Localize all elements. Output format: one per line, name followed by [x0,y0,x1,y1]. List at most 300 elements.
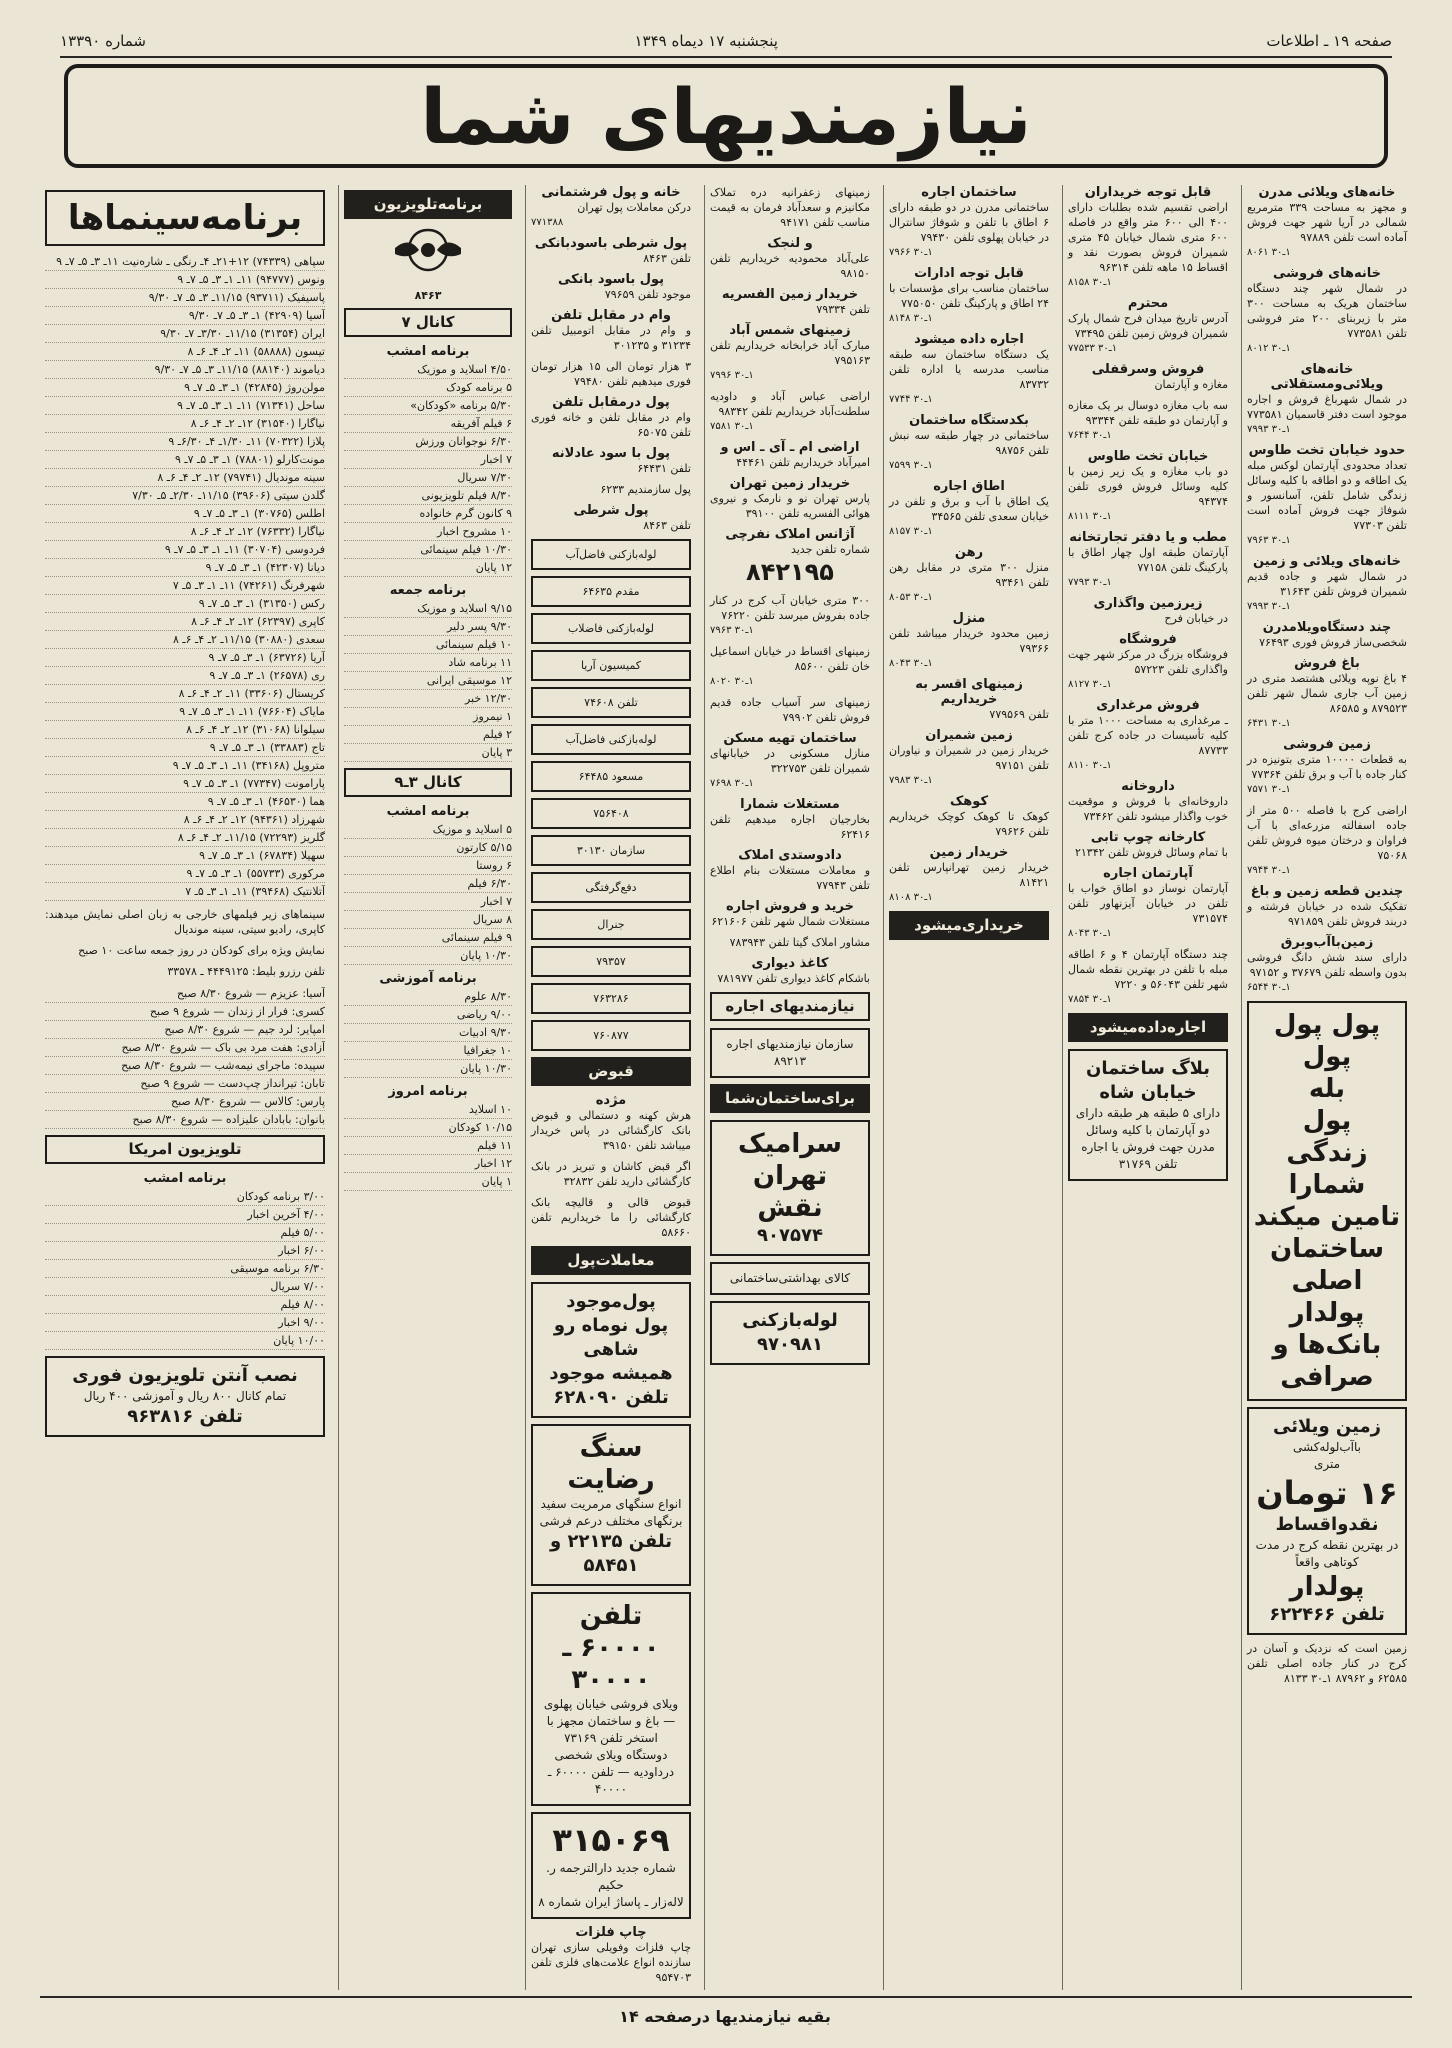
classified-text: چند دستگاه آپارتمان ۴ و ۶ اطاقه مبله با تلفن در بهترین نقطه شمال شهر تلفن ۵۶۰۴۳ و ۷۲۲۰ [1068,948,1228,991]
classified-text: مشاور املاک گیتا تلفن ۷۸۳۹۴۳ [729,936,870,949]
classified-ref: ۱ـ۳۰ ۶۵۴۴ [1247,982,1291,993]
pipe-ad-line: جنرال [531,909,691,940]
ch7-lines [344,361,512,577]
classified-item [1068,449,1228,524]
classified-item [889,185,1049,260]
classified-heading: محترم [1127,296,1169,311]
classified-item [1068,947,1228,1007]
classified-text: وام در مقابل تلفن و خانه فوری تلفن ۶۵۰۷۵ [531,411,691,439]
cinema-listing: متروپل (۳۴۱۶۸) ۱۱ـ ۱ـ ۳ـ ۵ـ ۷ـ ۹ [45,757,325,775]
continue-note: بقیه نیازمندیها درصفحه ۱۴ [619,2007,831,2026]
classified-text: تلفن ۷۷۹۵۶۹ [989,708,1049,721]
classified-item [1068,698,1228,773]
pipe-ad-line: تلفن ۷۴۶۰۸ [531,687,691,718]
classified-ref: ۱ـ۳۰ ۷۷۵۳۳ [1068,343,1118,354]
classified-text: تلفن ۷۹۳۳۴ [816,303,870,316]
classified-heading: خریدار زمین [929,845,1009,860]
classified-ref: ۱ـ۳۰ ۸۱۲۷ [1068,679,1112,690]
page-label: صفحه ۱۹ ـ اطلاعات [1266,32,1392,50]
classified-heading: حدود خیابان تخت طاوس [1248,443,1406,458]
classified-ref: ۱ـ۳۰ ۸۰۴۳ [1068,928,1112,939]
classified-text: تلفن ۶۴۴۳۱ [637,462,691,475]
tv-program-line: ۱۲ موسیقی ایرانی [344,672,512,690]
classified-ref: ۱ـ۳۰ ۸۱۵۷ [889,526,933,537]
cinema-listing: سعدی (۳۰۸۸۰) ۱۱/۱۵ـ ۲ـ ۴ـ ۶ـ ۸ [45,631,325,649]
ad-money-box [531,1282,691,1418]
cinema-listing: تاج (۳۳۸۸۳) ۱ـ ۳ـ ۵ـ ۷ـ ۹ [45,739,325,757]
classified-heading: زمین فروشی [1283,737,1371,752]
tv-program-line: ۱۱ برنامه شاد [344,654,512,672]
cinema-listing: آریا (۶۳۷۲۶) ۱ـ ۳ـ ۵ـ ۷ـ ۹ [45,649,325,667]
classified-text: شماره تلفن جدید [790,543,870,556]
classified-ref: ۱ـ۳۰ ۶۴۳۱ [1247,718,1291,729]
classified-heading: بکدستگاه ساختمان [909,413,1029,428]
section-money: معاملات‌پول [531,1246,691,1275]
tv-program-line: ۱۰ فیلم سینمائی [344,636,512,654]
classified-text: ۴ باغ نوپه ویلائی هشتصد متری در زمین آب جاری شمال شهر تلفن ۸۷۹۵۲۳ و ۸۶۵۸۵ [1247,672,1407,715]
classified-item [710,287,870,317]
tv-program-line: ۳/۰۰ برنامه کودکان [45,1188,325,1206]
tv-program-line: ۹/۱۵ اسلاید و موزیک [344,600,512,618]
classified-text: قبوض قالی و قالیچه بانک کارگشائی را ما خریداریم تلفن ۵۸۶۶۰ [531,1196,691,1239]
cinema-listing: فردوسی (۳۰۷۰۴) ۱۱ـ ۱ـ ۳ـ ۵ـ ۷ـ ۹ [45,541,325,559]
classified-item [889,479,1049,539]
ad-land-terms: نقدواقساط [1275,1514,1379,1535]
classified-ref: ۱ـ۳۰ ۸۰۴۳ [889,658,933,669]
cinema-listing: بانوان: بابادان علیزاده — شروع ۸/۳۰ صبح [45,1111,325,1129]
classified-item [531,446,691,476]
classified-item [710,731,870,791]
classified-item [710,695,870,725]
classified-text: دو باب مغازه و یک زیر زمین با کلیه وسائل فروش فوری تلفن ۹۴۳۷۴ [1068,465,1228,508]
classified-text: زمینهای اقساط در خیابان اسماعیل خان تلفن ۸۵۶۰۰ [710,645,870,673]
cinema-listing: دیاموند (۸۸۱۴۰) ۱۱/۱۵ـ ۳ـ ۵ـ ۷ـ ۹/۳۰ [45,361,325,379]
am-block [45,1171,325,1350]
classified-item [889,545,1049,605]
classified-item [531,185,691,230]
classified-ref: ۱ـ۳۰ ۷۹۹۶ [710,370,754,381]
tv-program-line: ۱۲ پایان [344,559,512,577]
tv-program-line: ۶ فیلم آفریقه [344,415,512,433]
classified-heading: داروخانه [1121,779,1175,794]
ad-antenna-line: تمام کانال ۸۰۰ ریال و آموزشی ۴۰۰ ریال [83,1389,287,1403]
ad-villa: ویلای فروشی خیابان پهلوی — باغ و ساختمان مجهز با استخر تلفن ۷۳۱۶۹ [543,1697,679,1745]
cinema-listing: سیلوانا (۳۱۰۶۸) ۱۲ـ ۲ـ ۴ـ ۶ـ ۸ [45,721,325,739]
tv-program-line: ۶/۳۰ نوجوانان ورزش [344,433,512,451]
classified-text: آپارتمان طبقه اول چهار اطاق با پارکینگ تلفن ۷۷۱۵۸ [1068,546,1228,574]
tv-program-line: ۷ اخبار [344,893,512,911]
cinema-listing: ساحل (۷۱۳۴۱) ۱۱ـ ۱ـ ۳ـ ۵ـ ۷ـ ۹ [45,397,325,415]
tv-program-line: ۸/۳۰ فیلم تلویزیونی [344,487,512,505]
classified-text: اراضی تقسیم شده بطلبات دارای ۴۰۰ الی ۶۰۰ متر واقع در فاصله ۶۰۰ متری شمال خیابان ۴۵ متری شمیران فروش بصورت نقد و اقساط ۱۵ ماهه تلفن ۹۶۳۱۴ [1068,201,1228,274]
ad-land-price: ۱۶ تومان [1256,1474,1398,1512]
tv-program-line: ۵/۰۰ فیلم [45,1224,325,1242]
ad-stone-title: سنگ رضایت [567,1433,655,1495]
cinema-listing: مرکوری (۵۵۷۳۳) ۱ـ ۳ـ ۵ـ ۷ـ ۹ [45,865,325,883]
ad-stone-line1: انواع سنگهای مرمریت سفید [540,1497,682,1511]
tv-program-line: ۱۰ جغرافیا [344,1042,512,1060]
ad-money-line: پول [1302,1042,1352,1072]
column-cinema [40,185,330,1990]
issue-label: شماره ۱۳۳۹۰ [60,32,146,50]
classified-heading: اطاق اجاره [933,479,1005,494]
classified-heading: پول شرطی [573,503,649,518]
cinema-listing: ایران (۳۱۳۵۴) ۱۱/۱۵ـ ۳/۳۰ـ ۷ـ ۹/۳۰ [45,325,325,343]
classified-item [889,677,1049,722]
classified-ref: ۱ـ۳۰ ۷۵۸۱ [710,421,754,432]
pipe-ad-line: ۷۶۰۸۷۷ [531,1020,691,1051]
classified-heading: زمین‌باآب‌وبرق [1280,935,1374,950]
cinema-listing: گلریز (۷۲۲۹۳) ۱۱/۱۵ـ ۲ـ ۴ـ ۶ـ ۸ [45,829,325,847]
ad-big-phone [531,1592,691,1806]
pipe-ad-line: دفع‌گرفتگی [531,872,691,903]
classified-text: با تمام وسائل فروش تلفن ۲۱۳۴۲ [1074,846,1228,859]
ad-money-line: بانک‌ها و صرافی [1272,1330,1382,1392]
cinema-listing: کریستال (۳۳۶۰۶) ۱۱ـ ۲ـ ۴ـ ۶ـ ۸ [45,685,325,703]
ad-money-line: پول پول [1273,1010,1381,1040]
classified-text: زمینهای سر آسیاب جاده قدیم فروش تلفن ۷۹۹۰۲ [710,696,870,724]
classified-heading: مطب و یا دفتر تجارتخانه [1069,530,1227,545]
tv-program-line: ۹/۰۰ اخبار [45,1314,325,1332]
ad-money-line: ساختمان اصلی پولدار [1269,1234,1385,1328]
classified-item [1068,398,1228,443]
classified-heading: کوهک [949,794,989,809]
cinema-listing: گلدن سیتی (۳۹۶۰۶) ۱۱/۱۵ـ ۲/۳۰ـ ۵ـ ۷/۳۰ [45,487,325,505]
classified-item [710,185,870,230]
classified-heading: چند دستگاه‌ویلامدرن [1262,620,1392,635]
ad-money-line: بله [1308,1074,1346,1104]
cinema-listing: پاسیفیک (۹۳۷۱۱) ۱۱/۱۵ـ ۳ـ ۵ـ ۷ـ ۹/۳۰ [45,289,325,307]
classified-text: هرش کهنه و دستمالی و قبوض بانک کارگشائی در پاس خریدار میباشد تلفن ۳۹۱۵۰ [531,1109,691,1152]
money-box-line: پول نوماه رو شاهی [553,1315,669,1360]
ad-land-line: باآب‌لوله‌کشی [1293,1440,1361,1454]
ad-money-line: تامین میکند [1253,1202,1401,1232]
today-lines [344,1101,512,1191]
cinema-listing: پارس: کالاس — شروع ۸/۳۰ صبح [45,1093,325,1111]
classified-heading: و لنجک [767,236,813,251]
pipe-ad-line: ۷۹۳۵۷ [531,946,691,977]
classified-phone: ۸۴۲۱۹۵ [746,558,834,586]
pipe-ad-line: لوله‌بازکنی فاضل‌آب [531,539,691,570]
classified-heading: ساختمان تهیه مسکن [723,731,857,746]
classified-text: سه باب مغازه دوسال بر یک مغازه و آپارتمان دو طبقه تلفن ۹۳۳۴۴ [1068,399,1228,427]
friday-title: برنامه جمعه [389,583,467,598]
classified-item [889,413,1049,473]
school-title: برنامه آموزشی [379,971,477,986]
classified-heading: خانه‌های ویلائی مدرن [1258,185,1396,200]
classified-item [710,527,870,587]
classified-item [710,644,870,689]
classified-text: در شمال شهر و جاده قدیم شمیران فروش تلفن ۳۱۶۴۳ [1247,570,1407,598]
classified-text: یک اطاق با آب و برق و تلفن در خیابان سعدی تلفن ۳۴۵۶۵ [889,495,1049,523]
classified-ref: ۱ـ۳۰ ۷۸۵۴ [1068,994,1112,1005]
ad-building-text: دارای ۵ طبقه هر طبقه دارای دو آپارتمان با کلیه وسائل مدرن جهت فروش یا اجاره تلفن ۳۱۷۶۹ [1075,1106,1221,1171]
classified-heading: پول با سود عادلانه [551,446,671,461]
ch9-lines [344,821,512,965]
ad-health [710,1262,870,1295]
classified-ref: ۱ـ۳۰ ۸۱۱۱ [1068,511,1112,522]
cinema-listing: کسری: فرار از زندان — شروع ۹ صبح [45,1003,325,1021]
classified-heading: خیابان تخت طاوس [1087,449,1209,464]
classified-heading: دادوستدی املاک [738,848,842,863]
classified-item [1247,803,1407,878]
cinema-listing: مایاک (۷۶۶۰۴) ۱۱ـ ۱ـ ۳ـ ۵ـ ۷ـ ۹ [45,703,325,721]
classified-heading: زمین شمیران [925,728,1013,743]
classified-text: و مجهز به مساحت ۳۳۹ مترمربع شمالی در آریا شهر جهت فروش آماده است تلفن ۹۷۸۸۹ [1247,201,1407,244]
classified-ref: ۱ـ۳۰ ۸۰۱۲ [1247,343,1291,354]
ch7-block [344,344,512,762]
ch9-block [344,804,512,1191]
classified-item [710,797,870,842]
tv-program-line: ۹/۳۰ ادبیات [344,1024,512,1042]
cinema-listing: سینه موندیال (۷۹۷۴۱) ۱۲ـ ۲ـ ۴ـ ۶ـ ۸ [45,469,325,487]
classified-text: علی‌آباد محمودیه خریداریم تلفن ۹۸۱۵۰ [710,252,870,280]
ad-translation-number: ۳۱۵۰۶۹ [552,1821,670,1859]
ad-building [1068,1049,1228,1181]
cinema-listing: پارامونت (۷۷۳۴۷) ۱ـ ۳ـ ۵ـ ۷ـ ۹ [45,775,325,793]
ad-land-phone: تلفن ۶۲۲۴۶۶ [1269,1604,1385,1625]
classified-heading: خانه‌های ویلائی‌ومستقلاتی [1270,362,1384,392]
section-channel9: کانال ۳ـ۹ [344,768,512,797]
classified-item [710,848,870,893]
classified-item [1247,737,1407,797]
classified-item [1068,530,1228,590]
ad-stone-line2: برنگهای مختلف درعم فرشی [539,1514,683,1528]
classified-ref: ۱ـ۳۰ ۸۱۵۸ [1068,277,1112,288]
tv-program-line: ۵ اسلاید و موزیک [344,821,512,839]
tv-program-line: ۴/۵۰ اسلاید و موزیک [344,361,512,379]
classified-text: اراضی کرج با فاصله ۵۰۰ متر از جاده اسفالته مزرعه‌ای با آب فراوان و درختان میوه فروش تلفن ۷۵۰۶۸ [1247,804,1407,862]
tv-program-line: ۱ پایان [344,1173,512,1191]
col4-items [710,185,870,986]
cinema-listing: آتلانتیک (۳۹۴۶۸) ۱۱ـ ۱ـ ۳ـ ۵ـ ۷ [45,883,325,901]
classified-ref: ۱ـ۳۰ ۸۰۵۳ [889,592,933,603]
cinema-listing: تابان: تیرانداز چپ‌دست — شروع ۹ صبح [45,1075,325,1093]
classified-item [531,1195,691,1240]
classified-heading: رهن [954,545,984,560]
classified-heading: وام در مقابل تلفن [551,308,671,323]
classified-text: در شمال شهر چند دستگاه ساختمان هریک به مساحت ۳۰۰ متر با زیربنای ۲۰۰ متر فروشی تلفن ۷۷۳۵۸۱ [1247,282,1407,340]
pipe-ad-line: لوله‌بازکنی فاضلاب [531,613,691,644]
tv-program-line: ۸/۰۰ فیلم [45,1296,325,1314]
classified-text: مستغلات شمال شهر تلفن ۶۲۱۶۰۶ [711,915,870,928]
tv-program-line: ۹ کانون گرم خانواده [344,505,512,523]
cinema-listing: مونت‌کارلو (۷۸۸۰۱) ۱ـ ۳ـ ۵ـ ۷ـ ۹ [45,451,325,469]
classified-text: تلفن ۸۴۶۳ [643,252,691,265]
cinema-listing: نیاگارا (۷۶۳۳۲) ۱۲ـ ۲ـ ۴ـ ۶ـ ۸ [45,523,325,541]
classified-item [531,308,691,353]
classified-item [531,503,691,533]
ad-metal-print-title: چاپ فلزات [575,1925,647,1940]
classified-item [531,272,691,302]
classified-text: در شمال شهرباغ فروش و اجاره موجود است دفتر قاسمیان ۷۷۳۵۸۱ [1247,393,1407,421]
tv-program-line: ۶/۳۰ برنامه موسیقی [45,1260,325,1278]
classified-text: کوهک تا کوهک کوچک خریداریم تلفن ۷۹۶۲۶ [889,810,1049,838]
tv-program-line: ۷/۳۰ سریال [344,469,512,487]
classified-item [710,476,870,521]
classified-ref: ۱ـ۳۰ ۸۰۶۱ [1247,247,1291,258]
cinema-listing: آسیا: عزیزم — شروع ۸/۳۰ صبح [45,985,325,1003]
classified-heading: فروشگاه [1119,632,1177,647]
classified-ref: ۱ـ۳۰ ۷۹۶۳ [710,625,754,636]
school-lines [344,988,512,1078]
tv-program-line: ۵ برنامه کودک [344,379,512,397]
tv-program-line: ۷ اخبار [344,451,512,469]
classified-heading: کاغذ دیواری [751,956,829,971]
classified-text: ۳۰۰ متری خیابان آب کرج در کنار جاده بفروش میرسد تلفن ۷۶۲۲۰ [710,594,870,622]
classified-ref: ۱ـ۳۰ ۷۵۷۱ [1247,784,1291,795]
classified-ref: ۱ـ۳۰ ۷۹۹۳ [1247,424,1291,435]
classified-text: تعداد محدودی آپارتمان لوکس مبله یک اطاقه و دو اطاقه با کلیه وسائل زندگی شامل تلفن، آسانسور و شوفاژ جهت فروش آماده است تلفن ۷۷۳۰۳ [1247,459,1407,532]
ad-health-text: کالای بهداشتی‌ساختمانی [729,1271,851,1285]
classified-heading: فروش مرغداری [1096,698,1200,713]
classified-item [531,395,691,440]
column-money [525,185,696,1990]
pipe-ad-line: کمیسیون آریا [531,650,691,681]
classified-item [531,236,691,266]
ad-land-note: در بهترین نقطه کرج در مدت کوتاهی واقعاً [1255,1538,1399,1569]
classified-text: مبارک آباد خرابخانه خریداریم تلفن ۷۹۵۱۶۳ [710,339,870,367]
ad-metal-print [531,1925,691,1985]
am-title: برنامه امشب [143,1171,227,1186]
classified-item [1068,296,1228,356]
column-property-4 [704,185,875,1990]
classified-text: دارای سند شش دانگ فروشی بدون واسطه تلفن ۳۷۶۷۹ و ۹۷۱۵۲ [1247,951,1407,979]
tv-program-line: ۱۲/۳۰ خبر [344,690,512,708]
column-property-2 [1062,185,1233,1990]
classified-item [710,935,870,950]
ad-ceramic-1: سرامیک [738,1129,842,1159]
ad-translation-line2: لاله‌زار ـ پاساژ ایران شماره ۸ [538,1895,684,1909]
tv-program-line: ۳ پایان [344,744,512,762]
ad-translation-line1: شماره جدید دارالترجمه ر. حکیم [546,1861,676,1892]
am-lines [45,1188,325,1350]
classified-text: آپارتمان نوساز دو اطاق خواب با تلفن در خیابان آیزنهاور تلفن ۷۳۱۵۷۴ [1068,882,1228,925]
classified-ref: ۱ـ۳۰ ۷۶۹۸ [710,778,754,789]
pipe-ad-line: ۷۵۶۴۰۸ [531,798,691,829]
ad-needs-rent-text: سازمان نیازمندیهای اجاره ۸۹۲۱۳ [726,1037,854,1068]
tv-program-line: ۸/۳۰ علوم [344,988,512,1006]
classified-text: ـ مرغداری به مساحت ۱۰۰۰ متر با کلیه تأسیسات در جاده کرج تلفن ۸۷۷۳۳ [1068,714,1229,757]
ad-villa-land [1247,1407,1407,1635]
classified-text: به قطعات ۱۰۰۰۰ متری بتونیزه در کنار جاده با آب و برق تلفن ۷۷۳۶۴ [1247,753,1407,781]
ad-land-price-label: متری [1313,1457,1341,1471]
ad-needs-rent [710,1028,870,1078]
classified-text: ساختمانی مدرن در دو طبقه دارای ۶ اطاق با تلفن و شوفاژ سانترال در خیابان پهلوی تلفن ۷۹۴۳۰ [889,201,1049,244]
classified-item [1247,443,1407,548]
classified-ref: ۱ـ۳۰ ۷۹۶۶ [889,247,933,258]
classified-heading: قابل توجه ادارات [914,266,1024,281]
tv-program-line: ۱۰/۰۰ پایان [45,1332,325,1350]
cinema-listing: رکس (۳۱۳۵۰) ۱ـ ۳ـ ۵ـ ۷ـ ۹ [45,595,325,613]
classified-item [1247,362,1407,437]
classified-ref: ۱ـ۳۰ ۸۱۱۰ [1068,760,1112,771]
classified-heading: فروش وسرقفلی [1091,362,1205,377]
classified-item [889,266,1049,326]
classified-heading: منزل [952,611,986,626]
cinema-note: سینماهای زیر فیلمهای خارجی به زبان اصلی نمایش میدهند: کاپری، رادیو سیتی، سینه موندیال [45,908,325,936]
classified-text: ۳ هزار تومان الی ۱۵ هزار تومان فوری میدهیم تلفن ۷۹۴۸۰ [531,360,691,388]
classified-item [1068,866,1228,941]
classified-ref: ۱ـ۳۰ ۷۹۸۳ [889,775,933,786]
columns [40,185,1412,1990]
tv-program-line: ۲ فیلم [344,726,512,744]
classified-text: موجود تلفن ۷۹۶۵۹ [604,288,691,301]
classified-ref: ۱ـ۳۰ ۷۵۹۹ [889,460,933,471]
tv-program-line: ۷/۰۰ سریال [45,1278,325,1296]
classified-ref: ۱ـ۳۰ ۷۷۴۴ [889,394,933,405]
ad-building-title: بلاگ ساختمان خیابان شاه [1085,1058,1211,1103]
cinema-listing: تیسون (۵۸۸۸۸) ۱۱ـ ۲ـ ۴ـ ۶ـ ۸ [45,343,325,361]
classified-ref: ۱ـ۳۰ ۷۹۶۳ [1247,535,1291,546]
classified-ref: ۱ـ۳۰ ۷۷۹۳ [1068,577,1112,588]
cinema-listing: اطلس (۳۰۷۶۵) ۱ـ ۳ـ ۵ـ ۷ـ ۹ [45,505,325,523]
section-tv-america: تلویزیون امریکا [45,1135,325,1164]
classified-text: زمین محدود خریدار میباشد تلفن ۷۹۳۶۶ [889,627,1049,655]
cinema-bottom-listings [45,985,325,1129]
classified-heading: خانه‌های فروشی [1273,266,1381,281]
classified-text: باشکام کاغذ دیواری تلفن ۷۸۱۹۷۷ [717,972,870,985]
classified-text: خریدار زمین تهرانپارس تلفن ۸۱۴۲۱ [889,861,1049,889]
cinema-listing: نیاگارا (۳۱۵۴۰) ۱۲ـ ۲ـ ۴ـ ۶ـ ۸ [45,415,325,433]
cinema-listing: آسیا (۴۲۹۰۹) ۱ـ ۳ـ ۵ـ ۷ـ ۹/۳۰ [45,307,325,325]
classified-item [889,332,1049,407]
classified-heading: اراضی ام ـ آی ـ اس و [720,440,860,455]
classified-item [1247,554,1407,614]
tv-program-line: ۴/۰۰ آخرین اخبار [45,1206,325,1224]
ch9-title: برنامه امشب [386,804,470,819]
ad-stone [531,1424,691,1586]
col3-items-a [889,185,1049,905]
tv-program-line: ۱۰ مشروح اخبار [344,523,512,541]
ad-antenna [45,1356,325,1437]
bottom-rule [40,1996,1412,1998]
today-title: برنامه امروز [388,1084,468,1099]
cinema-note: نمایش ویژه برای کودکان در روز جمعه ساعت ۱۰ صبح [78,944,325,957]
classified-heading: خریدار زمین الفسریه [721,287,859,302]
classified-text: در خیابان فرح [1164,612,1228,625]
classified-text: آدرس تاریخ میدان فرح شمال پارک شمیران فروش زمین تلفن ۷۳۴۹۵ [1068,312,1228,340]
tv-logo [344,226,512,280]
classified-item [710,236,870,281]
classified-item [889,728,1049,788]
cinema-listing: کاپری (۶۲۳۹۷) ۱۲ـ ۲ـ ۴ـ ۶ـ ۸ [45,613,325,631]
classified-ref: ۱ـ۳۰ ۸۱۰۸ [889,892,933,903]
tv-program-line: ۱۰/۳۰ پایان [344,1060,512,1078]
classified-heading: اجاره داده میشود [914,332,1024,347]
cinema-notes [45,907,325,979]
classified-item [1247,185,1407,260]
ad-big-phone-text: تلفن ۶۰۰۰۰ ـ ۳۰۰۰۰ [562,1601,660,1695]
friday-lines [344,600,512,762]
tv-program-line: ۹/۳۰ پسر دلیر [344,618,512,636]
ch7-title: برنامه امشب [386,344,470,359]
classified-heading: مستغلات شمارا [740,797,840,812]
ad-stone-phone: تلفن ۲۲۱۳۵ و ۵۸۴۵۱ [550,1531,672,1576]
classified-item [1068,830,1228,860]
classified-ref: ۱ـ۳۰ ۷۹۴۴ [1247,865,1291,876]
pipe-ads [531,539,691,1051]
cinema-listing: امپایر: لرد جیم — شروع ۸/۳۰ صبح [45,1021,325,1039]
classified-item [710,899,870,929]
tv-program-line: ۱۲ اخبار [344,1155,512,1173]
pipe-ad-line: مقدم ۶۴۶۳۵ [531,576,691,607]
classified-text: زمینهای زعفرانیه دره تملاک مکانیزم و سعدآباد فرمان به قیمت مناسب تلفن ۹۴۱۷۱ [710,186,870,229]
classified-item [889,794,1049,839]
classified-item [889,845,1049,905]
classified-text: تفکیک شده در خیابان فرشته و دربند فروش تلفن ۹۷۱۸۵۹ [1247,900,1407,928]
classified-heading: خریدار زمین تهران [729,476,851,491]
